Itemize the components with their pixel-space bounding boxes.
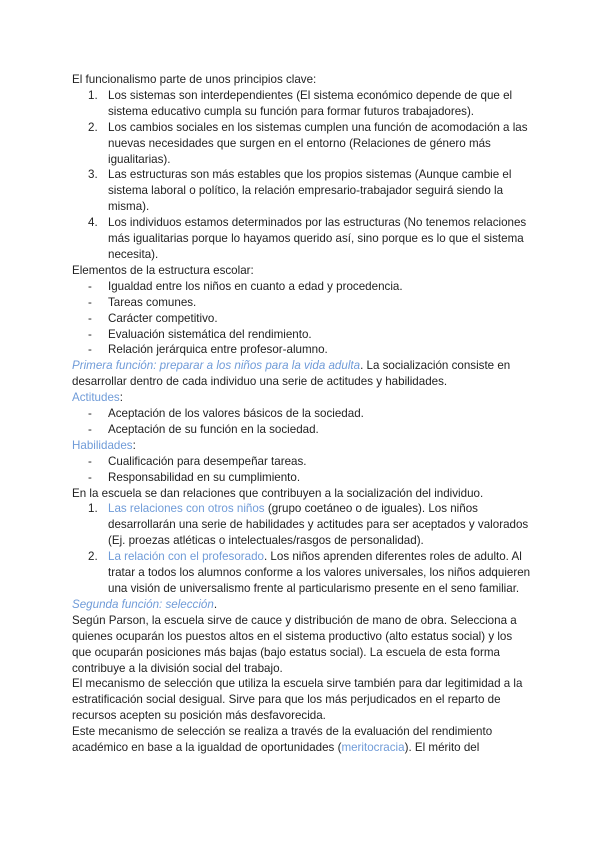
dash-bullet: - xyxy=(88,327,92,341)
relation-item xyxy=(72,549,532,597)
intro-line: El funcionalismo parte de unos principios clave: xyxy=(72,73,317,86)
element-item xyxy=(72,279,532,295)
actitud-item xyxy=(72,422,532,438)
second-function-heading xyxy=(72,597,532,613)
colon: : xyxy=(119,391,123,405)
first-function-title: Primera función: preparar a los niños para la vida adulta xyxy=(72,359,361,373)
actitud-item xyxy=(72,406,532,422)
dash-bullet: - xyxy=(88,454,92,468)
habilidades-list xyxy=(72,454,532,486)
item-number: 2. xyxy=(88,120,98,134)
dash-bullet: - xyxy=(88,470,92,484)
element-item xyxy=(72,295,532,311)
item-number: 4. xyxy=(88,216,98,230)
item-text: Los sistemas son interdependientes (El sistema económico depende de que el sistema educativo cumpla su función para formar futuros trabajadores). xyxy=(108,88,513,118)
paragraph-legitimacy: El mecanismo de selección que utiliza la escuela sirve también para dar legitimidad a la estratificación social desigual. Sirve para que los más perjudicados en el reparto de recursos acepten su posición más desfavorecida. xyxy=(72,677,523,723)
principles-list xyxy=(72,88,532,263)
dash-bullet: - xyxy=(88,311,92,325)
meritocracia-link: meritocracia xyxy=(341,741,405,755)
paragraph-parson: Según Parson, la escuela sirve de cauce y distribución de mano de obra. Selecciona a quienes ocuparán los puestos altos en el sistema productivo (alto estatus social) y los que ocuparán posiciones más bajas (bajo estatus social). La escuela de esta forma contribuye a la división social del trabajo. xyxy=(72,613,517,675)
item-text: Responsabilidad en su cumplimiento. xyxy=(108,470,301,484)
item-text: Tareas comunes. xyxy=(108,295,197,309)
first-function-paragraph xyxy=(72,358,532,390)
item-text: Evaluación sistemática del rendimiento. xyxy=(108,327,312,341)
principle-item xyxy=(72,88,532,120)
actitudes-label: Actitudes xyxy=(72,391,120,405)
principle-item xyxy=(72,120,532,168)
element-item xyxy=(72,327,532,343)
item-text: Los individuos estamos determinados por las estructuras (No tenemos relaciones más igualitarias porque lo hayamos querido así, sino porque es lo que el sistema necesita). xyxy=(108,216,527,261)
item-text: Los cambios sociales en los sistemas cumplen una función de acomodación a las nuevas necesidades que surgen en el entorno (Relaciones de género más igualitarias). xyxy=(108,120,528,166)
element-item xyxy=(72,311,532,327)
dash-bullet: - xyxy=(88,279,92,293)
item-text: Aceptación de su función en la sociedad. xyxy=(108,422,319,436)
first-function-text: . La socialización consiste en desarrollar dentro de cada individuo una serie de actitudes y habilidades. xyxy=(72,359,511,389)
colon: : xyxy=(132,438,136,452)
item-text: . Los niños aprenden diferentes roles de adulto. Al tratar a todos los alumnos conforme a los valores universales, los niños adquieren una visión de universalismo frente al particularismo presente en el seno familiar. xyxy=(108,550,531,595)
item-text: Aceptación de los valores básicos de la sociedad. xyxy=(108,407,364,421)
para3-end: ). El mérito del xyxy=(404,741,480,755)
relations-list xyxy=(72,501,532,596)
habilidad-item xyxy=(72,470,532,486)
item-number: 3. xyxy=(88,168,98,182)
item-text: (grupo coetáneo o de iguales). Los niños desarrollarán una serie de habilidades y actitudes para ser aceptados y valorados (Ej. proezas atléticas o intelectuales/rasgos de personalidad). xyxy=(108,502,529,548)
relations-intro: En la escuela se dan relaciones que contribuyen a la socialización del individuo. xyxy=(72,486,484,500)
document-page xyxy=(72,72,532,756)
element-item xyxy=(72,342,532,358)
item-number: 1. xyxy=(88,88,98,102)
actitudes-heading xyxy=(72,390,532,406)
elements-list xyxy=(72,279,532,359)
second-function-title: Segunda función: selección xyxy=(72,597,214,611)
habilidad-item xyxy=(72,454,532,470)
item-number: 2. xyxy=(88,550,98,564)
habilidades-heading xyxy=(72,438,532,454)
relation-item xyxy=(72,501,532,549)
item-text: Cualificación para desempeñar tareas. xyxy=(108,454,307,468)
dash-bullet: - xyxy=(88,295,92,309)
item-number: 1. xyxy=(88,502,98,516)
principle-item xyxy=(72,215,532,263)
principle-item xyxy=(72,167,532,215)
period: . xyxy=(213,597,218,611)
dash-bullet: - xyxy=(88,343,92,357)
item-text: Las estructuras son más estables que los propios sistemas (Aunque cambie el sistema laboral o político, la relación empresario-trabajador seguirá siendo la misma). xyxy=(108,168,512,214)
dash-bullet: - xyxy=(88,422,92,436)
item-text: Igualdad entre los niños en cuanto a edad y procedencia. xyxy=(108,279,403,293)
habilidades-label: Habilidades xyxy=(72,438,133,452)
paragraph-meritocracy xyxy=(72,724,532,756)
dash-bullet: - xyxy=(88,407,92,421)
item-text: Relación jerárquica entre profesor-alumno. xyxy=(108,343,328,357)
item-text: Carácter competitivo. xyxy=(108,311,218,325)
para3-start: Este mecanismo de selección se realiza a través de la evaluación del rendimiento académico en base a la igualdad de oportunidades ( xyxy=(72,725,493,755)
relation-link: La relación con el profesorado xyxy=(108,550,264,564)
elements-heading: Elementos de la estructura escolar: xyxy=(72,263,254,277)
actitudes-list xyxy=(72,406,532,438)
relation-link: Las relaciones con otros niños xyxy=(108,502,265,516)
